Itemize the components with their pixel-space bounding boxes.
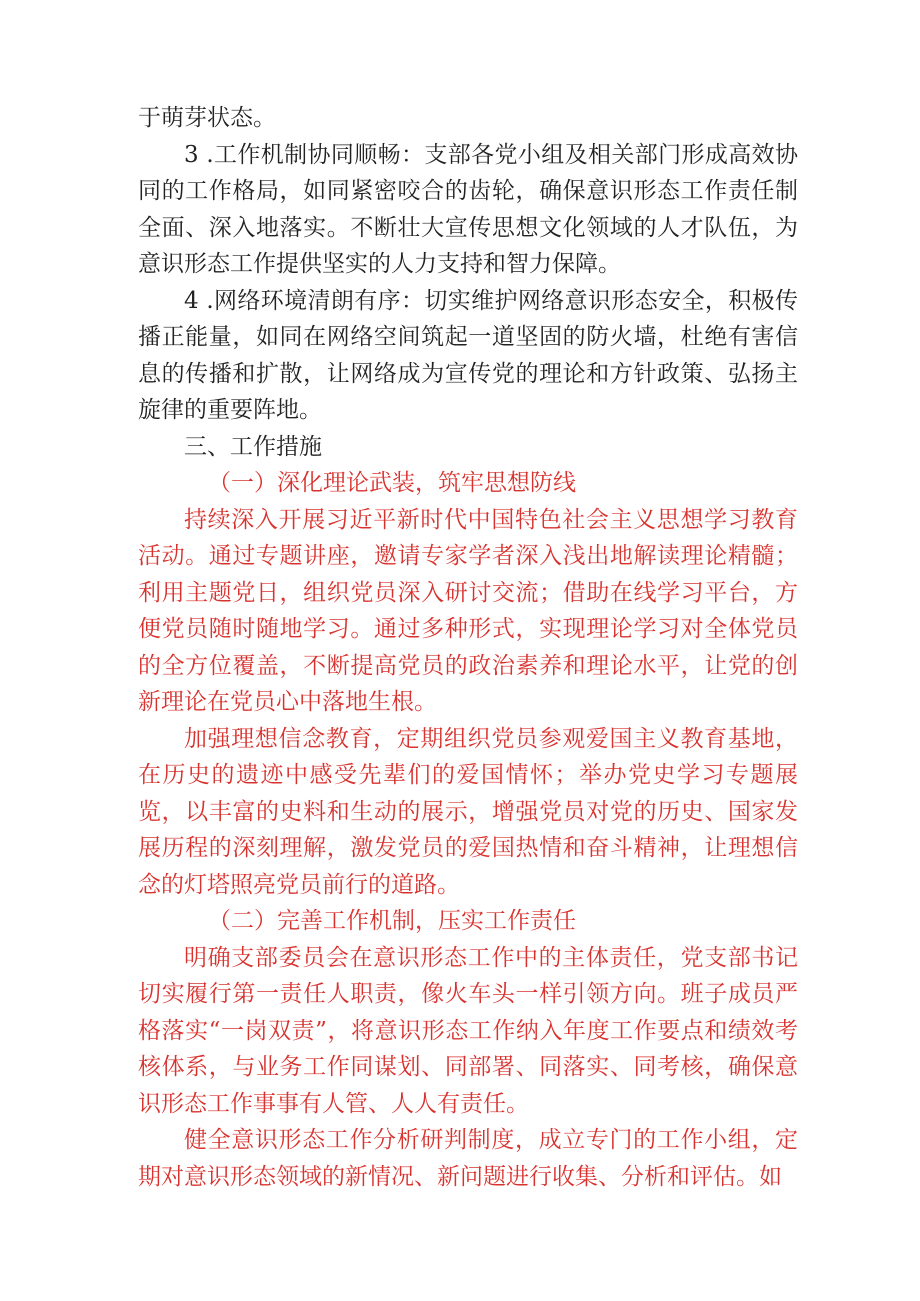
- document-body: [138, 100, 798, 1195]
- paragraph-responsibility: 明确支部委员会在意识形态工作中的主体责任，党支部书记切实履行第一责任人职责，像火车头一样引领方向。班子成员严格落实“一岗双责”，将意识形态工作纳入年度工作要点和绩效考核体系，与业务工作同谋划、同部署、同落实、同考核，确保意识形态工作事事有人管、人人有责任。: [138, 944, 798, 1117]
- paragraph-analysis-system: 健全意识形态工作分析研判制度，成立专门的工作小组，定期对意识形态领域的新情况、新问题进行收集、分析和评估。如: [138, 1127, 798, 1190]
- section-heading-measures: 三、工作措施: [184, 433, 322, 460]
- paragraph-goal-3: 3 .工作机制协同顺畅：支部各党小组及相关部门形成高效协同的工作格局，如同紧密咬合的齿轮，确保意识形态工作责任制全面、深入地落实。不断壮大宣传思想文化领域的人才队伍，为意识形态工作提供坚实的人力支持和智力保障。: [138, 141, 798, 277]
- paragraph-goal-4: 4 .网络环境清朗有序：切实维护网络意识形态安全，积极传播正能量，如同在网络空间筑起一道坚固的防火墙，杜绝有害信息的传播和扩散，让网络成为宣传党的理论和方针政策、弘扬主旋律的重要阵地。: [138, 287, 798, 423]
- subheading-mechanism: （二）完善工作机制，压实工作责任: [208, 908, 576, 934]
- paragraph-ideals-education: 加强理想信念教育，定期组织党员参观爱国主义教育基地，在历史的遗迹中感受先辈们的爱国情怀；举办党史学习专题展览，以丰富的史料和生动的展示，增强党员对党的历史、国家发展历程的深刻理解，激发党员的爱国热情和奋斗精神，让理想信念的灯塔照亮党员前行的道路。: [138, 725, 798, 898]
- subheading-theory: （一）深化理论武装，筑牢思想防线: [208, 470, 576, 496]
- paragraph-continuation: 于萌芽状态。: [138, 105, 276, 131]
- paragraph-theory-study: 持续深入开展习近平新时代中国特色社会主义思想学习教育活动。通过专题讲座，邀请专家学者深入浅出地解读理论精髓；利用主题党日，组织党员深入研讨交流；借助在线学习平台，方便党员随时随地学习。通过多种形式，实现理论学习对全体党员的全方位覆盖，不断提高党员的政治素养和理论水平，让党的创新理论在党员心中落地生根。: [138, 506, 798, 715]
